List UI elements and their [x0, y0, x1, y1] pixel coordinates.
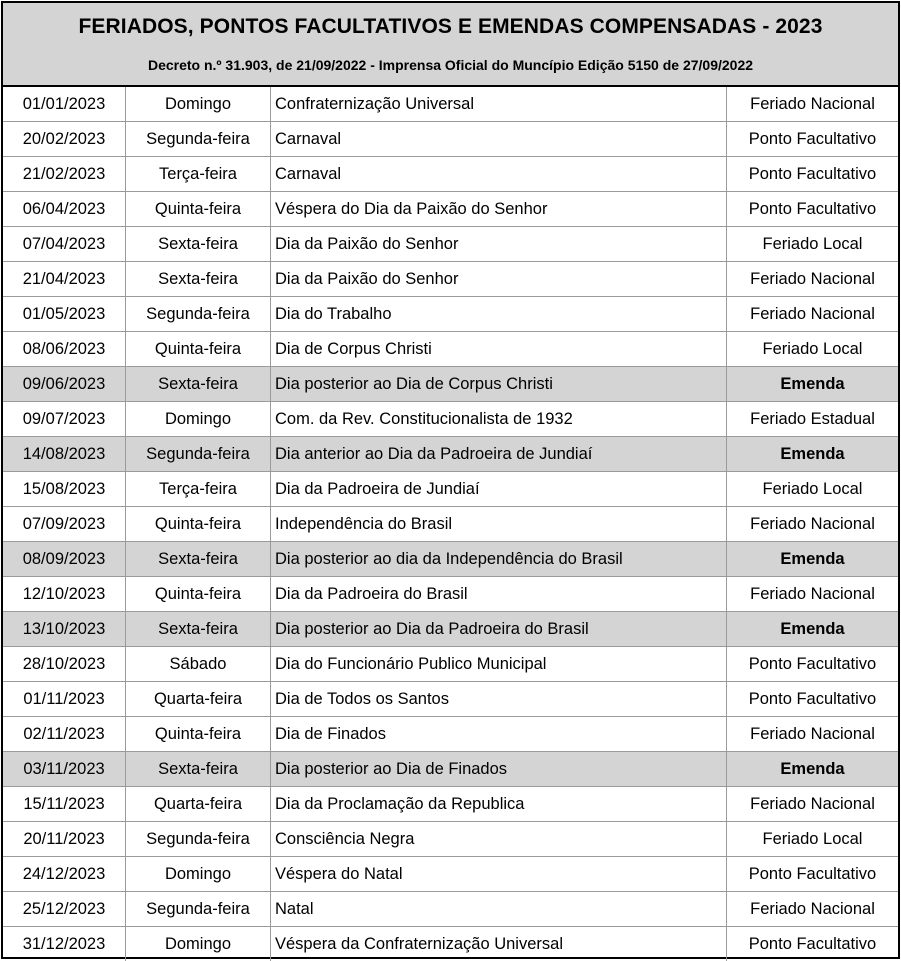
weekday-cell: Terça-feira	[126, 472, 271, 507]
date-cell: 01/11/2023	[3, 682, 126, 717]
date-cell: 08/09/2023	[3, 542, 126, 577]
page-title: FERIADOS, PONTOS FACULTATIVOS E EMENDAS COMPENSADAS - 2023	[3, 3, 898, 39]
description-cell: Véspera do Dia da Paixão do Senhor	[271, 192, 727, 227]
description-cell: Dia posterior ao Dia da Padroeira do Brasil	[271, 612, 727, 647]
type-cell: Emenda	[727, 367, 899, 402]
table-row	[3, 822, 898, 857]
type-cell: Feriado Nacional	[727, 262, 899, 297]
date-cell: 13/10/2023	[3, 612, 126, 647]
type-cell: Ponto Facultativo	[727, 682, 899, 717]
table-row	[3, 682, 898, 717]
type-cell: Feriado Estadual	[727, 402, 899, 437]
description-cell: Carnaval	[271, 157, 727, 192]
type-cell: Feriado Nacional	[727, 892, 899, 927]
type-cell: Feriado Nacional	[727, 87, 899, 122]
table-row	[3, 857, 898, 892]
table-row	[3, 612, 898, 647]
type-cell: Ponto Facultativo	[727, 857, 899, 892]
description-cell: Natal	[271, 892, 727, 927]
table-row	[3, 87, 898, 122]
weekday-cell: Sexta-feira	[126, 262, 271, 297]
weekday-cell: Sexta-feira	[126, 367, 271, 402]
type-cell: Emenda	[727, 542, 899, 577]
type-cell: Ponto Facultativo	[727, 157, 899, 192]
table-row	[3, 227, 898, 262]
weekday-cell: Sexta-feira	[126, 542, 271, 577]
description-cell: Dia posterior ao Dia de Finados	[271, 752, 727, 787]
date-cell: 15/08/2023	[3, 472, 126, 507]
date-cell: 12/10/2023	[3, 577, 126, 612]
description-cell: Dia da Paixão do Senhor	[271, 227, 727, 262]
description-cell: Carnaval	[271, 122, 727, 157]
type-cell: Ponto Facultativo	[727, 192, 899, 227]
weekday-cell: Segunda-feira	[126, 892, 271, 927]
type-cell: Feriado Local	[727, 472, 899, 507]
weekday-cell: Segunda-feira	[126, 297, 271, 332]
table-row	[3, 262, 898, 297]
weekday-cell: Quinta-feira	[126, 332, 271, 367]
weekday-cell: Segunda-feira	[126, 822, 271, 857]
description-cell: Consciência Negra	[271, 822, 727, 857]
weekday-cell: Domingo	[126, 87, 271, 122]
weekday-cell: Quinta-feira	[126, 507, 271, 542]
holiday-table-body	[3, 87, 898, 961]
weekday-cell: Segunda-feira	[126, 122, 271, 157]
type-cell: Feriado Local	[727, 227, 899, 262]
table-header	[3, 3, 898, 87]
weekday-cell: Sexta-feira	[126, 752, 271, 787]
table-row	[3, 157, 898, 192]
weekday-cell: Quinta-feira	[126, 717, 271, 752]
date-cell: 21/04/2023	[3, 262, 126, 297]
date-cell: 21/02/2023	[3, 157, 126, 192]
table-row	[3, 507, 898, 542]
type-cell: Ponto Facultativo	[727, 927, 899, 961]
date-cell: 06/04/2023	[3, 192, 126, 227]
description-cell: Dia do Trabalho	[271, 297, 727, 332]
type-cell: Ponto Facultativo	[727, 122, 899, 157]
date-cell: 01/05/2023	[3, 297, 126, 332]
table-row	[3, 122, 898, 157]
date-cell: 09/06/2023	[3, 367, 126, 402]
decree-subtitle: Decreto n.º 31.903, de 21/09/2022 - Imprensa Oficial do Muncípio Edição 5150 de 27/09/2022	[3, 57, 898, 73]
date-cell: 14/08/2023	[3, 437, 126, 472]
date-cell: 07/09/2023	[3, 507, 126, 542]
description-cell: Dia da Proclamação da Republica	[271, 787, 727, 822]
description-cell: Véspera do Natal	[271, 857, 727, 892]
description-cell: Dia de Finados	[271, 717, 727, 752]
table-row	[3, 577, 898, 612]
date-cell: 07/04/2023	[3, 227, 126, 262]
description-cell: Confraternização Universal	[271, 87, 727, 122]
weekday-cell: Domingo	[126, 857, 271, 892]
table-row	[3, 892, 898, 927]
description-cell: Dia posterior ao dia da Independência do Brasil	[271, 542, 727, 577]
table-row	[3, 437, 898, 472]
holiday-table	[3, 87, 898, 961]
date-cell: 28/10/2023	[3, 647, 126, 682]
table-row	[3, 717, 898, 752]
description-cell: Dia da Padroeira do Brasil	[271, 577, 727, 612]
table-row	[3, 332, 898, 367]
table-row	[3, 787, 898, 822]
weekday-cell: Quarta-feira	[126, 682, 271, 717]
weekday-cell: Sábado	[126, 647, 271, 682]
weekday-cell: Terça-feira	[126, 157, 271, 192]
type-cell: Emenda	[727, 437, 899, 472]
description-cell: Independência do Brasil	[271, 507, 727, 542]
description-cell: Véspera da Confraternização Universal	[271, 927, 727, 961]
description-cell: Dia posterior ao Dia de Corpus Christi	[271, 367, 727, 402]
date-cell: 31/12/2023	[3, 927, 126, 961]
date-cell: 20/02/2023	[3, 122, 126, 157]
date-cell: 03/11/2023	[3, 752, 126, 787]
type-cell: Ponto Facultativo	[727, 647, 899, 682]
weekday-cell: Sexta-feira	[126, 227, 271, 262]
table-row	[3, 367, 898, 402]
table-row	[3, 472, 898, 507]
table-row	[3, 402, 898, 437]
description-cell: Dia do Funcionário Publico Municipal	[271, 647, 727, 682]
date-cell: 25/12/2023	[3, 892, 126, 927]
weekday-cell: Quarta-feira	[126, 787, 271, 822]
description-cell: Dia da Padroeira de Jundiaí	[271, 472, 727, 507]
date-cell: 01/01/2023	[3, 87, 126, 122]
weekday-cell: Domingo	[126, 927, 271, 961]
table-row	[3, 927, 898, 961]
table-row	[3, 752, 898, 787]
date-cell: 02/11/2023	[3, 717, 126, 752]
description-cell: Dia de Corpus Christi	[271, 332, 727, 367]
description-cell: Dia de Todos os Santos	[271, 682, 727, 717]
type-cell: Feriado Nacional	[727, 717, 899, 752]
date-cell: 09/07/2023	[3, 402, 126, 437]
type-cell: Emenda	[727, 612, 899, 647]
weekday-cell: Segunda-feira	[126, 437, 271, 472]
table-row	[3, 192, 898, 227]
type-cell: Emenda	[727, 752, 899, 787]
weekday-cell: Domingo	[126, 402, 271, 437]
type-cell: Feriado Nacional	[727, 297, 899, 332]
table-row	[3, 647, 898, 682]
date-cell: 24/12/2023	[3, 857, 126, 892]
type-cell: Feriado Nacional	[727, 507, 899, 542]
weekday-cell: Quinta-feira	[126, 577, 271, 612]
table-row	[3, 542, 898, 577]
description-cell: Com. da Rev. Constitucionalista de 1932	[271, 402, 727, 437]
weekday-cell: Quinta-feira	[126, 192, 271, 227]
date-cell: 15/11/2023	[3, 787, 126, 822]
table-row	[3, 297, 898, 332]
description-cell: Dia da Paixão do Senhor	[271, 262, 727, 297]
type-cell: Feriado Local	[727, 332, 899, 367]
holiday-calendar-sheet	[1, 1, 900, 959]
type-cell: Feriado Local	[727, 822, 899, 857]
type-cell: Feriado Nacional	[727, 577, 899, 612]
description-cell: Dia anterior ao Dia da Padroeira de Jundiaí	[271, 437, 727, 472]
type-cell: Feriado Nacional	[727, 787, 899, 822]
weekday-cell: Sexta-feira	[126, 612, 271, 647]
date-cell: 20/11/2023	[3, 822, 126, 857]
date-cell: 08/06/2023	[3, 332, 126, 367]
